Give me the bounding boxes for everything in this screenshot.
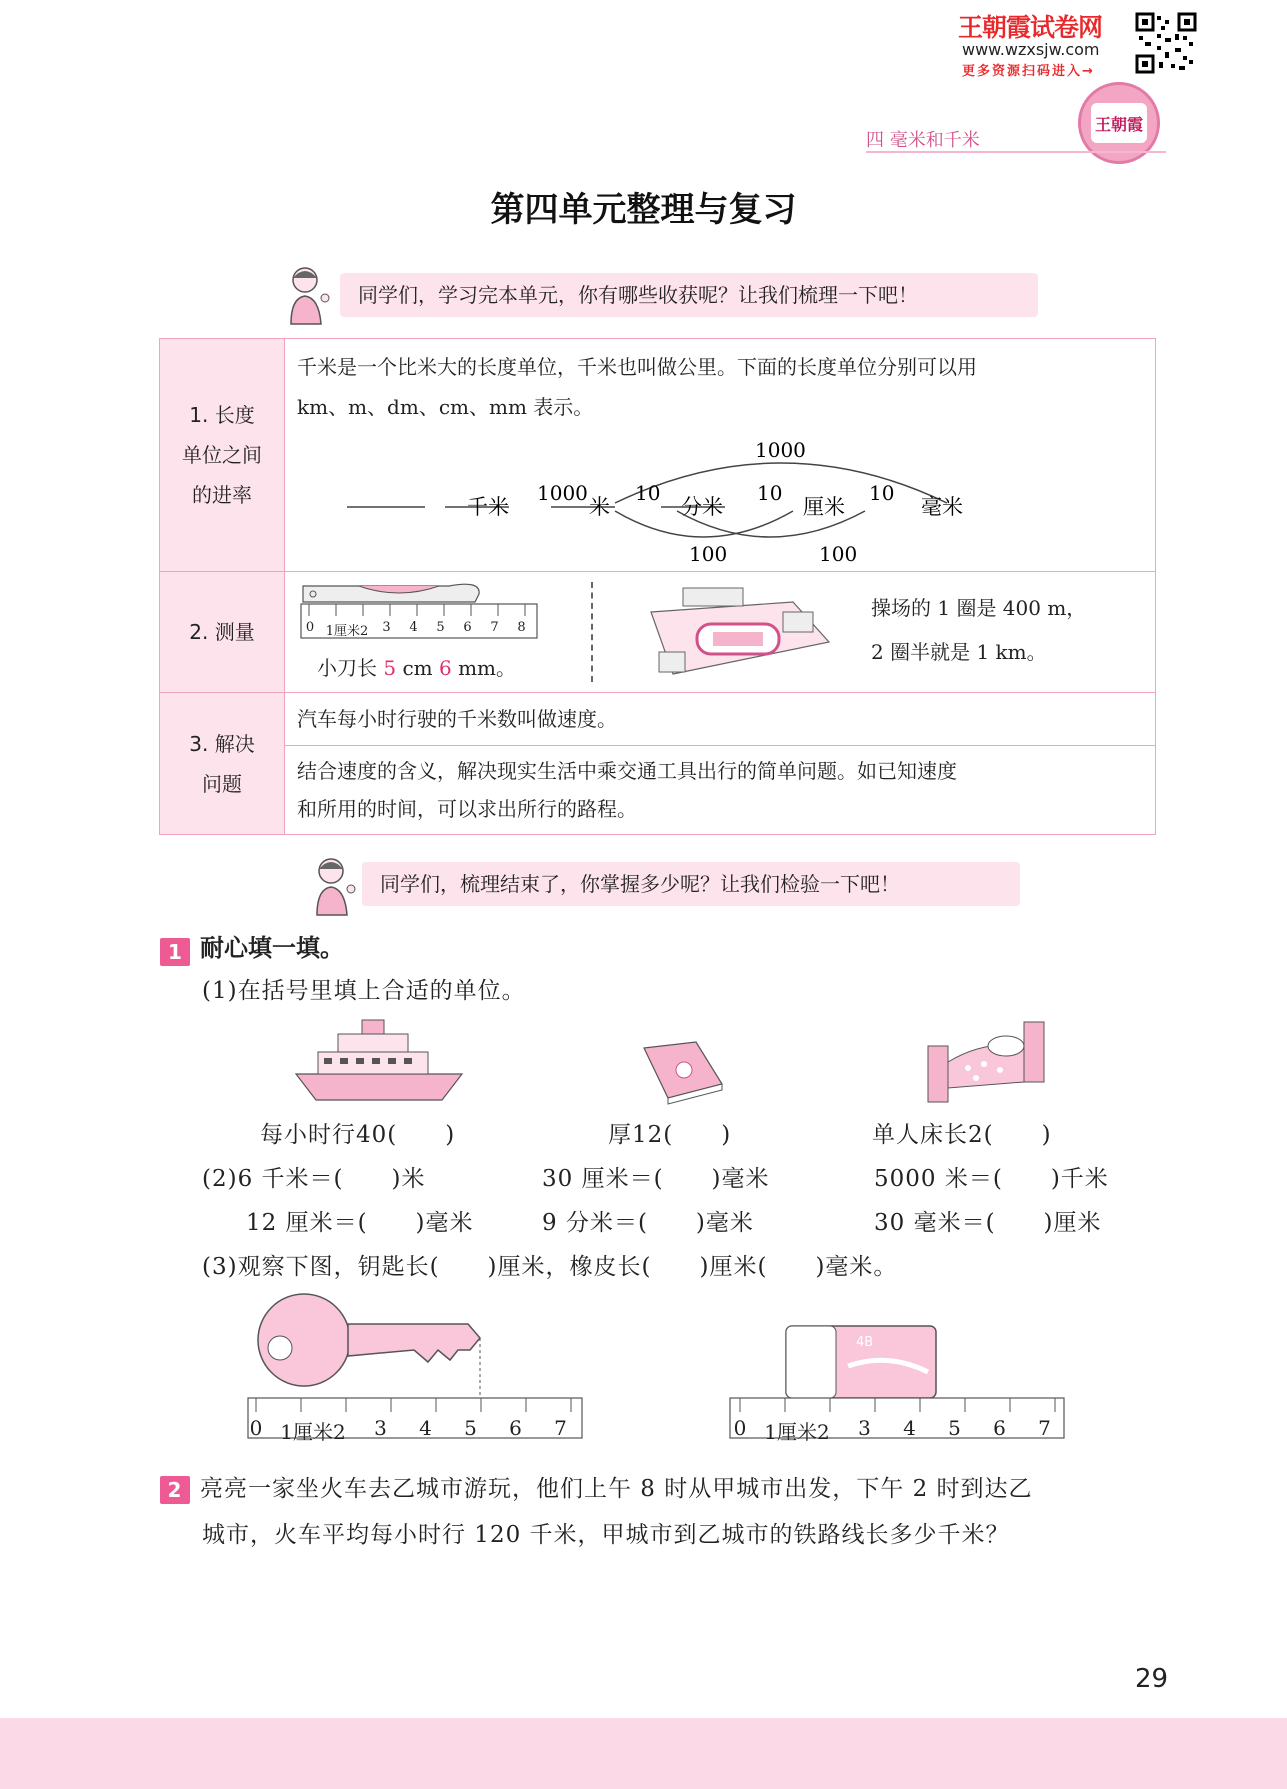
speed-application [285, 746, 1156, 835]
speed-definition: 汽车每小时行驶的千米数叫做速度。 [285, 693, 1156, 746]
ruler-label: 3 [374, 1416, 387, 1440]
eraser-ruler-labels [728, 1416, 1074, 1445]
eraser-label: 4B [856, 1335, 874, 1350]
ruler-label: 0 [733, 1416, 747, 1440]
track-text [871, 586, 1086, 674]
knife-panel [285, 582, 593, 682]
unit-label: 毫米 [921, 494, 963, 519]
ruler-label: 7 [490, 620, 499, 635]
track-line1: 操场的 1 圈是 400 m， [871, 596, 1087, 620]
review-banner: 同学们，学习完本单元，你有哪些收获呢？让我们梳理一下吧！ [340, 273, 1038, 317]
page-number: 29 [1135, 1664, 1169, 1694]
cat-line: 3. 解决 [189, 731, 255, 756]
unit-label: 厘米 [803, 494, 845, 519]
question-number: 2 [160, 1476, 190, 1504]
chapter-divider [866, 151, 1166, 153]
rate-label: 10 [635, 480, 661, 505]
ruler-label: 4 [903, 1416, 916, 1440]
ruler-label: 0 [305, 620, 315, 635]
q1-part3-prompt: (3)观察下图，钥匙长( )厘米，橡皮长( )厘米( )毫米。 [202, 1254, 898, 1280]
ruler-label: 6 [509, 1416, 522, 1440]
brand-title: 王朝霞试卷网 [958, 13, 1103, 42]
question-number: 1 [160, 938, 190, 966]
bed-illustration [924, 1016, 1050, 1108]
ruler-label: 6 [463, 620, 472, 635]
ruler-label: 7 [554, 1416, 567, 1440]
q1-part1-prompt: (1)在括号里填上合适的单位。 [202, 978, 526, 1004]
caption-part: mm。 [451, 656, 517, 680]
q1-part2-item: (2)6 千米＝( )米 [202, 1166, 426, 1192]
caption-part: 小刀长 [317, 656, 384, 680]
practice-banner: 同学们，梳理结束了，你掌握多少呢？让我们检验一下吧！ [362, 862, 1020, 906]
cat-line: 1. 长度 [189, 403, 255, 427]
ruler-label: 3 [382, 620, 391, 635]
category-unit-rates [160, 339, 285, 572]
unit-label: 千米 [467, 494, 509, 519]
arc-bottom-label: 100 [819, 541, 858, 563]
ship-illustration [292, 1016, 468, 1106]
teacher-icon [283, 264, 331, 326]
brand-stamp-text: 王朝霞 [1091, 103, 1147, 143]
page-title: 第四单元整理与复习 [490, 190, 797, 230]
footer-band [0, 1718, 1287, 1789]
application-line1: 结合速度的含义，解决现实生活中乘交通工具出行的简单问题。如已知速度 [297, 759, 957, 783]
q2-line2: 城市，火车平均每小时行 120 千米，甲城市到乙城市的铁路线长多少千米？ [202, 1522, 1010, 1548]
category-measurement: 2. 测量 [160, 572, 285, 693]
application-line2: 和所用的时间，可以求出所行的路程。 [297, 797, 637, 821]
caption-part: cm [396, 656, 439, 680]
cat-line: 问题 [202, 771, 242, 796]
q1-part2-item: 30 毫米＝( )厘米 [874, 1210, 1102, 1236]
track-panel [593, 572, 1155, 692]
brand-url[interactable]: www.wzxsjw.com [962, 40, 1100, 59]
category-problem-solving [160, 693, 285, 835]
ruler-label: 4 [419, 1416, 432, 1440]
q1-part2-item: 5000 米＝( )千米 [874, 1166, 1109, 1192]
ruler-label: 1厘米2 [280, 1420, 346, 1444]
ruler-label: 0 [249, 1416, 263, 1440]
teacher-icon [309, 855, 357, 917]
q1-part1-item: 单人床长2( ) [872, 1122, 1052, 1148]
knife-ruler-labels [299, 620, 549, 639]
knife-cm-value: 5 [383, 656, 397, 680]
arc-top-label: 1000 [755, 437, 806, 462]
chapter-tag: 四 毫米和千米 [866, 130, 980, 151]
unit-label: 分米 [681, 494, 723, 519]
question-2 [160, 1470, 1160, 1549]
q1-part2-item: 12 厘米＝( )毫米 [246, 1210, 474, 1236]
knife-mm-value: 6 [438, 656, 452, 680]
rate-label: 10 [869, 480, 895, 505]
qr-code-icon[interactable] [1135, 12, 1197, 74]
cat-line: 单位之间 [182, 443, 262, 467]
question-1-header [160, 928, 344, 966]
review-table [159, 338, 1156, 835]
unit-label: 米 [589, 494, 610, 519]
ruler-label: 4 [409, 620, 418, 635]
cat-line: 的进率 [192, 483, 252, 507]
ruler-label: 5 [464, 1416, 477, 1440]
ruler-label: 1厘米2 [764, 1420, 830, 1444]
measurement-content [285, 572, 1156, 693]
q2-text: 亮亮一家坐火车去乙城市游玩，他们上午 8 时从甲城市出发，下午 2 时到达乙 [200, 1476, 1033, 1502]
knife-caption [317, 652, 516, 681]
track-line2: 2 圈半就是 1 km。 [871, 640, 1047, 664]
ruler-label: 1厘米2 [325, 624, 369, 639]
book-illustration [638, 1038, 728, 1106]
arc-bottom-label: 100 [689, 541, 728, 563]
unit-intro-line2: km、m、dm、cm、mm 表示。 [297, 394, 594, 419]
unit-rates-content [285, 339, 1156, 572]
q2-line1 [160, 1470, 1160, 1504]
unit-intro-line1: 千米是一个比米大的长度单位，千米也叫做公里。下面的长度单位分别可以用 [297, 354, 977, 379]
ruler-label: 3 [858, 1416, 871, 1440]
ruler-label: 8 [517, 620, 526, 635]
q1-part1-item: 厚12( ) [608, 1122, 732, 1148]
question-title: 耐心填一填。 [200, 934, 344, 962]
ruler-label: 5 [436, 620, 445, 635]
q1-part2-item: 9 分米＝( )毫米 [542, 1210, 754, 1236]
key-ruler-labels [244, 1416, 594, 1445]
brand-scan-text: 更多资源扫码进入→ [962, 64, 1095, 79]
q1-part1-item: 每小时行40( ) [260, 1122, 456, 1148]
rate-label: 10 [757, 480, 783, 505]
q1-part2-item: 30 厘米＝( )毫米 [542, 1166, 770, 1192]
ruler-label: 6 [993, 1416, 1006, 1440]
playground-illustration [643, 582, 833, 682]
unit-conversion-diagram [285, 433, 1155, 563]
rate-label: 1000 [537, 480, 588, 505]
ruler-label: 5 [948, 1416, 961, 1440]
ruler-label: 7 [1038, 1416, 1051, 1440]
